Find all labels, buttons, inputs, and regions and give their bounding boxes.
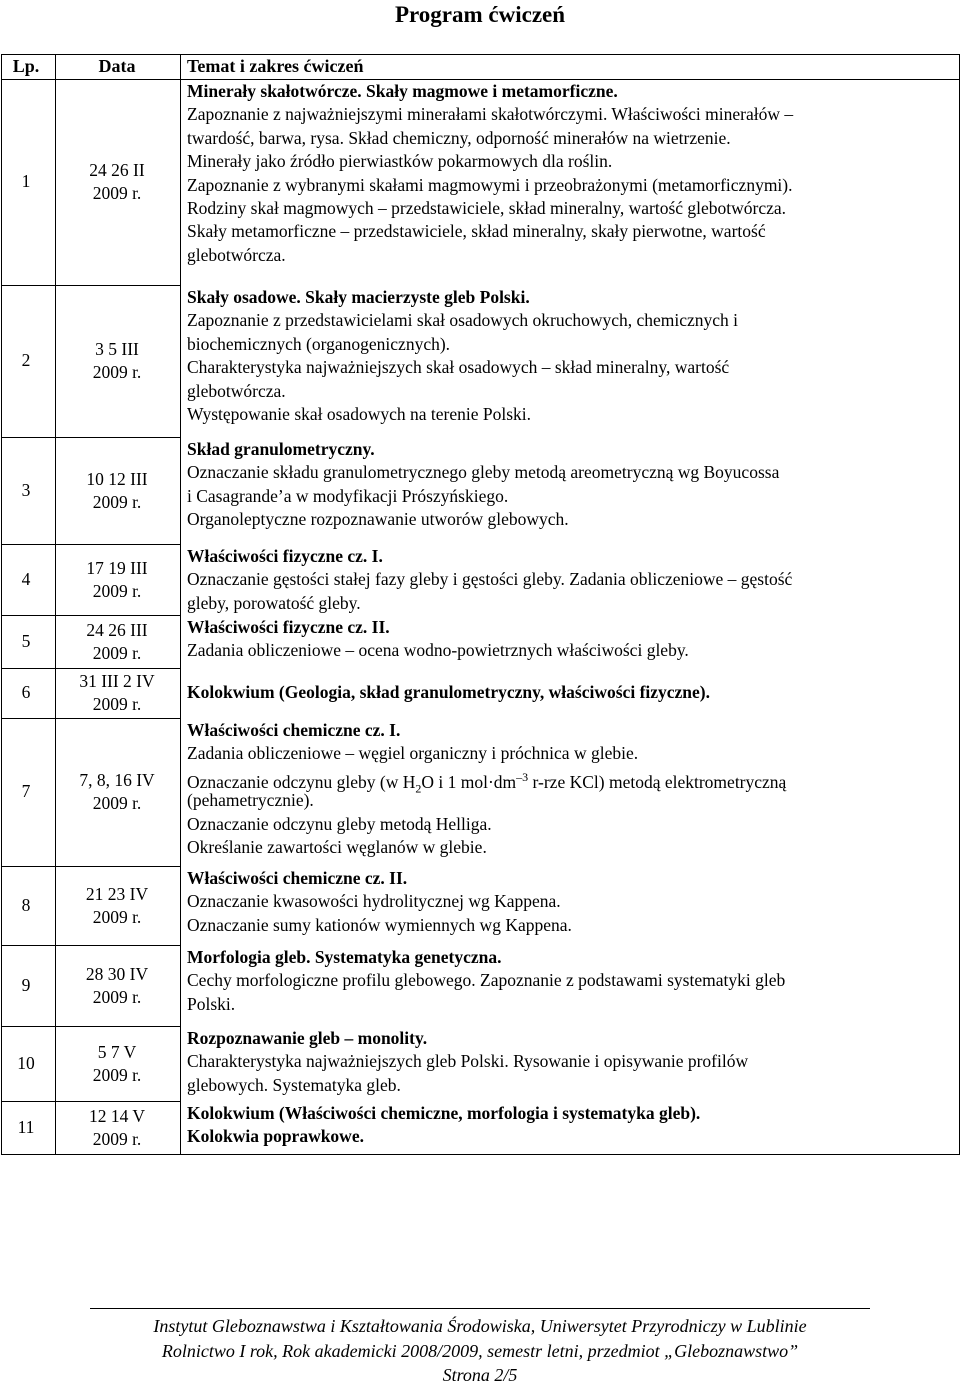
row-divider [1, 615, 180, 616]
row-year: 2009 r. [92, 694, 142, 714]
topic-line: Zapoznanie z przedstawicielami skał osadowych okruchowych, chemicznych i [187, 310, 739, 331]
topic-line: Skały metamorficzne – przedstawiciele, skład mineralny, skały pierwotne, wartość [187, 221, 766, 242]
row-date: 12 14 V [88, 1105, 146, 1126]
row-number: 8 [21, 894, 31, 915]
row-date: 17 19 III [86, 557, 148, 578]
row-divider [1, 1101, 180, 1102]
row-date: 28 30 IV [85, 963, 149, 984]
topic-line: Oznaczanie odczynu gleby metodą Helliga. [187, 813, 492, 834]
topic-line: glebotwórcza. [187, 244, 286, 265]
topic-line: Kolokwia poprawkowe. [187, 1126, 364, 1147]
footer-rule [90, 1308, 870, 1309]
topic-line: Określanie zawartości węglanów w glebie. [187, 837, 487, 857]
row-divider [1, 1026, 180, 1027]
row-date: 24 26 II [89, 160, 145, 180]
row-number: 3 [21, 479, 31, 500]
row-year: 2009 r. [92, 580, 142, 601]
row-divider [1, 945, 180, 946]
topic-line: Rozpoznawanie gleb – monolity. [187, 1028, 428, 1048]
topic-line: Występowanie skał osadowych na terenie Polski. [187, 404, 532, 424]
topic-line: Właściwości fizyczne cz. II. [187, 617, 390, 637]
topic-line: Organoleptyczne rozpoznawanie utworów glebowych. [187, 509, 569, 530]
row-year: 2009 r. [92, 793, 142, 813]
row-number: 9 [21, 974, 31, 995]
row-date: 31 III 2 IV [79, 671, 155, 691]
row-number: 7 [21, 781, 31, 801]
row-divider [1, 544, 180, 545]
topic-line: biochemicznych (organogenicznych). [187, 333, 451, 354]
topic-line: Charakterystyka najważniejszych gleb Polski. Rysowanie i opisywanie profilów [187, 1051, 749, 1072]
column-divider-date [180, 54, 181, 1154]
topic-line: gleby, porowatość gleby. [187, 592, 361, 613]
row-date: 5 7 V [97, 1041, 137, 1062]
topic-line: Zapoznanie z najważniejszymi minerałami skałotwórczymi. Właściwości minerałów – [187, 104, 794, 125]
topic-line: Oznaczanie odczynu gleby (w $H_2O$ i 1 $mol\cdot dm^{-3}$ r-rze KCl) metodą elektrometryczną [187, 769, 787, 796]
row-date: 3 5 III [95, 339, 139, 359]
row-number: 4 [21, 568, 31, 589]
footer-page-number: Strona 2/5 [442, 1365, 518, 1385]
row-year: 2009 r. [92, 1128, 142, 1149]
topic-line: Właściwości chemiczne cz. II. [187, 868, 408, 888]
row-number: 10 [17, 1052, 35, 1073]
row-divider [1, 668, 180, 669]
topic-line: Skład granulometryczny. [187, 439, 375, 459]
footer-course: Rolnictwo I rok, Rok akademicki 2008/2009, semestr letni, przedmiot „Gleboznawstwo” [161, 1341, 799, 1361]
topic-line: Polski. [187, 993, 236, 1014]
topic-line: Minerały skałotwórcze. Skały magmowe i metamorficzne. [187, 81, 618, 101]
row-date: 21 23 IV [85, 883, 149, 904]
row-divider [1, 866, 180, 867]
topic-line: Charakterystyka najważniejszych skał osadowych – skład mineralny, wartość [187, 357, 730, 378]
row-number: 6 [21, 682, 31, 702]
row-number: 5 [21, 630, 31, 651]
topic-line: twardość, barwa, rysa. Skład chemiczny, odporność minerałów na wietrzenie. [187, 127, 731, 148]
footer-institute: Instytut Gleboznawstwa i Kształtowania Środowiska, Uniwersytet Przyrodniczy w Lublinie [153, 1316, 807, 1336]
column-divider-lp [55, 54, 56, 1154]
header-topic: Temat i zakres ćwiczeń [187, 56, 364, 76]
header-date: Data [98, 56, 136, 76]
topic-line: Oznaczanie sumy kationów wymiennych wg Kappena. [187, 914, 572, 935]
row-year: 2009 r. [92, 1064, 142, 1085]
row-year: 2009 r. [92, 906, 142, 927]
topic-line: Minerały jako źródło pierwiastków pokarmowych dla roślin. [187, 151, 613, 172]
row-year: 2009 r. [92, 491, 142, 512]
topic-line: glebowych. Systematyka gleb. [187, 1074, 401, 1095]
row-number: 1 [21, 171, 31, 191]
topic-line: i Casagrande’a w modyfikacji Prószyńskiego. [187, 485, 509, 506]
row-divider [1, 718, 180, 719]
topic-line: Zadania obliczeniowe – ocena wodno-powietrznych właściwości gleby. [187, 640, 689, 661]
row-number: 11 [17, 1116, 35, 1137]
topic-line: Morfologia gleb. Systematyka genetyczna. [187, 947, 502, 967]
row-date: 7, 8, 16 IV [79, 770, 155, 790]
row-date: 24 26 III [86, 619, 148, 640]
topic-line: Skały osadowe. Skały macierzyste gleb Polski. [187, 287, 530, 307]
row-divider [1, 437, 180, 438]
row-number: 2 [21, 350, 31, 370]
topic-line: Zadania obliczeniowe – węgiel organiczny i próchnica w glebie. [187, 743, 639, 764]
topic-line: Cechy morfologiczne profilu glebowego. Zapoznanie z podstawami systematyki gleb [187, 970, 786, 991]
row-divider [1, 285, 180, 286]
topic-line: Oznaczanie kwasowości hydrolitycznej wg Kappena. [187, 891, 561, 912]
topic-line: Rodziny skał magmowych – przedstawiciele, skład mineralny, wartość glebotwórcza. [187, 198, 787, 218]
topic-line: Właściwości fizyczne cz. I. [187, 546, 383, 566]
row-date: 10 12 III [86, 468, 148, 489]
row-year: 2009 r. [92, 362, 142, 382]
row-year: 2009 r. [92, 183, 142, 203]
topic-line: Oznaczanie składu granulometrycznego gleby metodą areometryczną wg Boyucossa [187, 462, 780, 483]
topic-line: Kolokwium (Geologia, skład granulometryczny, właściwości fizyczne). [187, 682, 711, 702]
topic-line: Właściwości chemiczne cz. I. [187, 720, 401, 740]
row-year: 2009 r. [92, 642, 142, 663]
topic-line: Kolokwium (Właściwości chemiczne, morfologia i systematyka gleb). [187, 1103, 701, 1123]
topic-line: Zapoznanie z wybranymi skałami magmowymi i przeobrażonymi (metamorficznymi). [187, 174, 793, 195]
topic-line: glebotwórcza. [187, 380, 286, 401]
row-year: 2009 r. [92, 986, 142, 1007]
header-lp: Lp. [12, 56, 40, 76]
page-title: Program ćwiczeń [394, 2, 566, 27]
topic-line: Oznaczanie gęstości stałej fazy gleby i gęstości gleby. Zadania obliczeniowe – gęstość [187, 569, 793, 590]
topic-line: (pehametrycznie). [187, 790, 314, 811]
